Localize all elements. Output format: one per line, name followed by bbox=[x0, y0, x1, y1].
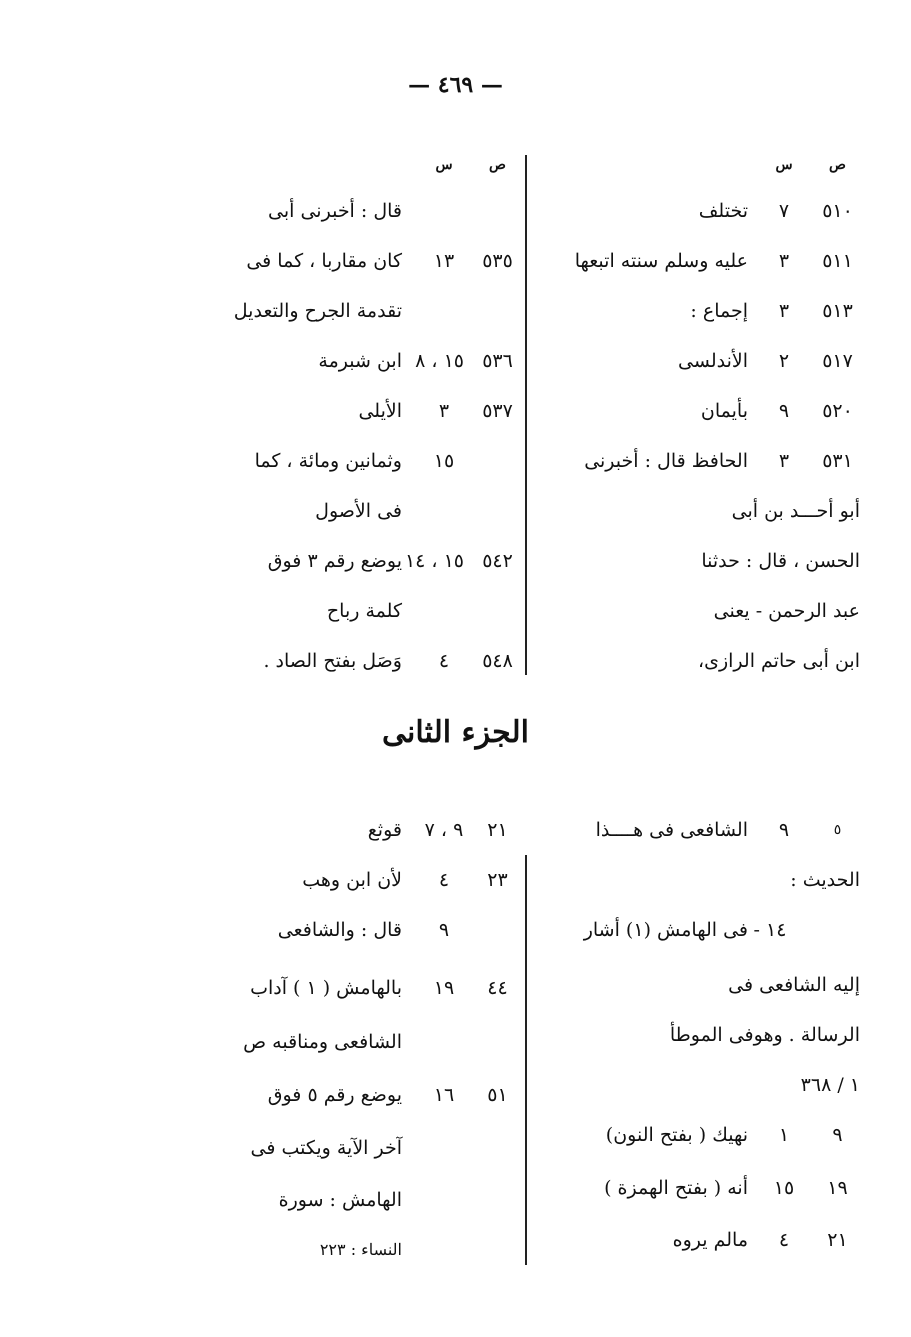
errata-row: ٥١٧ ٢ الأندلسى bbox=[678, 350, 853, 372]
errata-row: تقدمة الجرح والتعديل bbox=[233, 300, 402, 322]
errata-row: ١٥ وثمانين ومائة ، كما bbox=[254, 450, 455, 472]
errata-row: الحسن ، قال : حدثنا bbox=[701, 550, 860, 572]
errata-row: ٤٤ ١٩ بالهامش ( ١ ) آداب bbox=[250, 977, 508, 999]
errata-row: ٢١ ٤ مالم يروه bbox=[672, 1229, 848, 1251]
errata-row: عبد الرحمن - يعنى bbox=[713, 600, 860, 622]
errata-row: ٩ ١ نهيك ( بفتح النون) bbox=[605, 1124, 843, 1146]
errata-row: أبو أحـــد بن أبى bbox=[731, 500, 860, 522]
errata-row: كلمة رباح bbox=[326, 600, 402, 622]
errata-row: الشافعى ومناقبه ص bbox=[243, 1031, 402, 1053]
page-number: — ٤٦٩ — bbox=[408, 72, 503, 98]
errata-row: ٢١ ٩ ، ٧ قوثع bbox=[367, 819, 508, 841]
section1-left-column bbox=[190, 150, 520, 690]
errata-row: ٥٣٦ ١٥ ، ٨ ابن شبرمة bbox=[318, 350, 513, 372]
column-header bbox=[190, 150, 520, 180]
errata-row: الرسالة . وهوفى الموطأ bbox=[669, 1024, 860, 1046]
errata-row: ٥٣٥ ١٣ كان مقاربا ، كما فى bbox=[246, 250, 513, 272]
header-page-label: ص bbox=[829, 157, 846, 173]
errata-row: ٥٣٧ ٣ الأيلى bbox=[358, 400, 513, 422]
errata-row: ٩ قال : والشافعى bbox=[277, 919, 450, 941]
errata-row: ٥١٣ ٣ إجماع : bbox=[690, 300, 853, 322]
errata-row: ٥١ ١٦ يوضع رقم ٥ فوق bbox=[267, 1084, 508, 1106]
header-line-label: س bbox=[775, 157, 793, 173]
section2-left-column bbox=[190, 805, 520, 1265]
errata-row: فى الأصول bbox=[315, 500, 402, 522]
errata-row: ٥٤٨ ٤ وَصَل بفتح الصاد . bbox=[263, 650, 513, 672]
section2-right-column bbox=[540, 805, 860, 1265]
errata-row: ١ / ٣٦٨ bbox=[800, 1074, 860, 1096]
errata-row: ٥٣١ ٣ الحافظ قال : أخبرنى bbox=[584, 450, 853, 472]
errata-row: ١٩ ١٥ أنه ( بفتح الهمزة ) bbox=[604, 1177, 848, 1199]
errata-row: النساء : ٢٢٣ bbox=[319, 1240, 402, 1259]
column-divider bbox=[525, 155, 527, 675]
errata-row: ٥١١ ٣ عليه وسلم سنته اتبعها bbox=[574, 250, 853, 272]
errata-row: آخر الآية ويكتب فى bbox=[250, 1137, 402, 1159]
errata-row: ٢٣ ٤ لأن ابن وهب bbox=[302, 869, 508, 891]
errata-row: ٥١٠ ٧ تختلف bbox=[698, 200, 853, 222]
section-heading: الجزء الثانى bbox=[382, 715, 529, 750]
errata-row: ابن أبى حاتم الرازى، bbox=[697, 650, 860, 672]
column-header bbox=[540, 150, 860, 180]
header-line-label: س bbox=[435, 157, 453, 173]
errata-row: ١٤ - فى الهامش (١) أشار bbox=[583, 919, 787, 941]
errata-row: قال : أخبرنى أبى bbox=[268, 200, 402, 222]
header-page-label: ص bbox=[489, 157, 506, 173]
errata-row: ٥٤٢ ١٥ ، ١٤ يوضع رقم ٣ فوق bbox=[267, 550, 513, 572]
column-divider bbox=[525, 855, 527, 1265]
errata-row: إليه الشافعى فى bbox=[728, 974, 860, 996]
errata-row: ٥٢٠ ٩ بأيمان bbox=[700, 400, 853, 422]
errata-row: الحديث : bbox=[790, 869, 860, 891]
errata-row: الهامش : سورة bbox=[278, 1189, 402, 1211]
section1-right-column bbox=[540, 150, 860, 690]
errata-row: ٥ ٩ الشافعى فى هــــذا bbox=[595, 819, 842, 841]
